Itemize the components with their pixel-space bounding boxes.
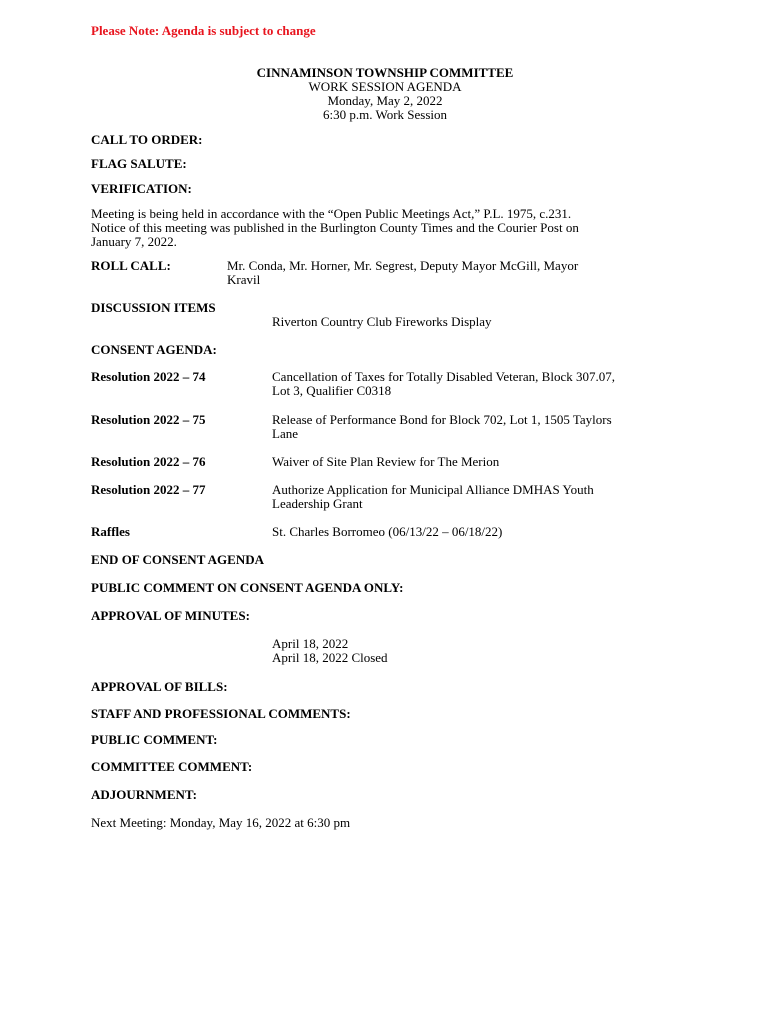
consent-item-text-line2: Lot 3, Qualifier C0318 xyxy=(272,383,392,398)
meeting-date: Monday, May 2, 2022 xyxy=(327,93,443,108)
approval-bills-heading: APPROVAL OF BILLS: xyxy=(91,679,228,694)
consent-item-text-line2: Leadership Grant xyxy=(272,496,363,511)
discussion-heading: DISCUSSION ITEMS xyxy=(91,300,216,315)
consent-agenda-heading: CONSENT AGENDA: xyxy=(91,342,217,357)
staff-comments-heading: STAFF AND PROFESSIONAL COMMENTS: xyxy=(91,706,351,721)
verification-text-line1: Meeting is being held in accordance with the “Open Public Meetings Act,” P.L. 1975, c.231. xyxy=(91,206,572,221)
roll-call-line1: Mr. Conda, Mr. Horner, Mr. Segrest, Deputy Mayor McGill, Mayor xyxy=(227,258,579,273)
public-comment-heading: PUBLIC COMMENT: xyxy=(91,732,218,747)
consent-item-text-line1: Waiver of Site Plan Review for The Merion xyxy=(272,454,500,469)
public-comment-consent-heading: PUBLIC COMMENT ON CONSENT AGENDA ONLY: xyxy=(91,580,404,595)
minutes-item: April 18, 2022 Closed xyxy=(272,650,388,665)
consent-item-label: Raffles xyxy=(91,524,130,539)
consent-item-text-line1: Authorize Application for Municipal Alliance DMHAS Youth xyxy=(272,482,594,497)
agenda-title: WORK SESSION AGENDA xyxy=(308,79,462,94)
consent-item-text-line1: Release of Performance Bond for Block 702, Lot 1, 1505 Taylors xyxy=(272,412,612,427)
end-consent-heading: END OF CONSENT AGENDA xyxy=(91,552,264,567)
consent-item-label: Resolution 2022 – 76 xyxy=(91,454,206,469)
org-title: CINNAMINSON TOWNSHIP COMMITTEE xyxy=(256,65,514,80)
consent-item-label: Resolution 2022 – 74 xyxy=(91,369,206,384)
verification-heading: VERIFICATION: xyxy=(91,181,192,196)
consent-item-text-line1: St. Charles Borromeo (06/13/22 – 06/18/22) xyxy=(272,524,503,539)
discussion-item: Riverton Country Club Fireworks Display xyxy=(272,314,492,329)
flag-salute-heading: FLAG SALUTE: xyxy=(91,156,187,171)
call-to-order-heading: CALL TO ORDER: xyxy=(91,132,203,147)
verification-text-line3: January 7, 2022. xyxy=(91,234,177,249)
consent-item-text-line2: Lane xyxy=(272,426,298,441)
agenda-change-note: Please Note: Agenda is subject to change xyxy=(91,23,316,38)
meeting-time: 6:30 p.m. Work Session xyxy=(322,107,448,122)
roll-call-heading: ROLL CALL: xyxy=(91,258,171,273)
next-meeting-text: Next Meeting: Monday, May 16, 2022 at 6:30 pm xyxy=(91,815,351,830)
verification-text-line2: Notice of this meeting was published in the Burlington County Times and the Courier Post on xyxy=(91,220,579,235)
minutes-item: April 18, 2022 xyxy=(272,636,349,651)
committee-comment-heading: COMMITTEE COMMENT: xyxy=(91,759,253,774)
consent-item-label: Resolution 2022 – 75 xyxy=(91,412,206,427)
adjournment-heading: ADJOURNMENT: xyxy=(91,787,197,802)
approval-minutes-heading: APPROVAL OF MINUTES: xyxy=(91,608,250,623)
roll-call-line2: Kravil xyxy=(227,272,261,287)
consent-item-label: Resolution 2022 – 77 xyxy=(91,482,206,497)
consent-item-text-line1: Cancellation of Taxes for Totally Disabled Veteran, Block 307.07, xyxy=(272,369,615,384)
